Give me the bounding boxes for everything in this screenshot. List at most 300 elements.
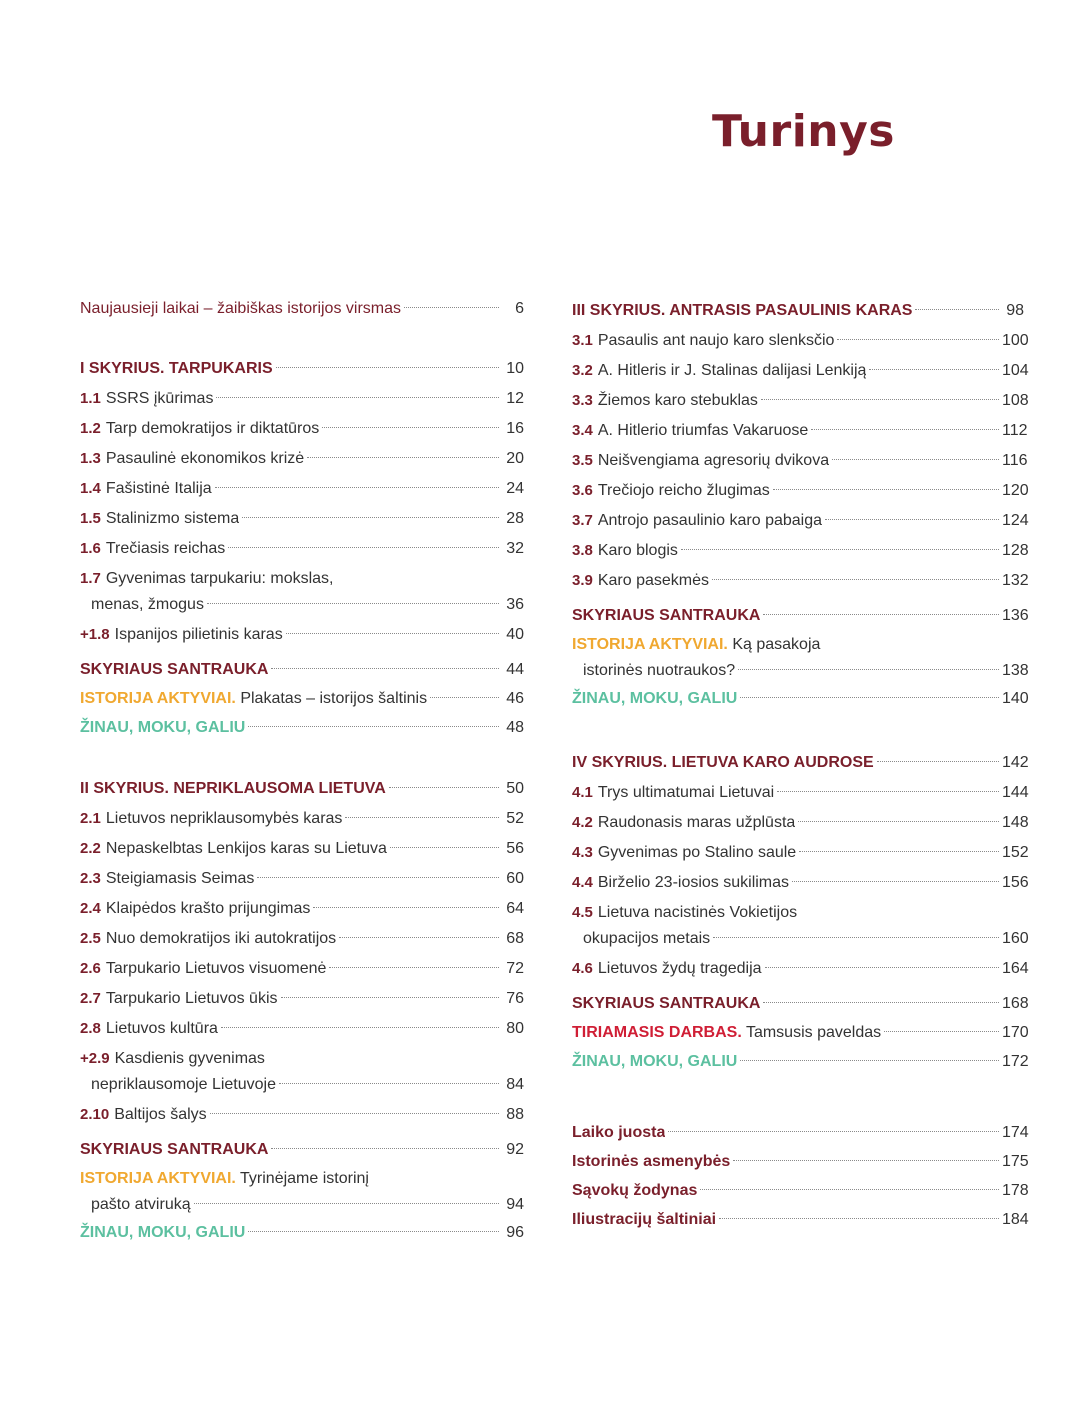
toc-item (572, 810, 1029, 836)
toc-item (80, 866, 524, 892)
toc-page-number: 112 (1002, 422, 1028, 439)
toc-page-number: 108 (1002, 392, 1029, 409)
toc-leader-dots (681, 549, 999, 550)
toc-entry-text: Lietuva nacistinės Vokietijos (597, 904, 798, 921)
toc-entry-text-wrap (80, 657, 268, 683)
toc-entry-line (572, 358, 1029, 384)
toc-entry-text: Gyvenimas po Stalino saule (597, 844, 797, 861)
toc-page-number: 175 (1002, 1153, 1029, 1170)
toc-entry-text-wrap (572, 298, 912, 324)
toc-entry-text: SSRS įkūrimas (105, 390, 214, 407)
toc-entry-line (572, 780, 1029, 806)
toc-entry-text: Trys ultimatumai Lietuvai (597, 784, 775, 801)
toc-item (572, 900, 1029, 952)
toc-entry-text-wrap (572, 1178, 697, 1204)
toc-leader-dots (248, 1231, 499, 1232)
toc-item (80, 956, 524, 982)
toc-entry-number: 1.3 (80, 450, 101, 467)
toc-entry-second-line (80, 592, 524, 618)
toc-page-number: 36 (506, 596, 524, 613)
toc-entry-text: Sąvokų žodynas (572, 1182, 698, 1199)
toc-item (80, 926, 524, 952)
toc-entry-text: ŽINAU, MOKU, GALIU (572, 1053, 738, 1070)
toc-entry-line (80, 536, 524, 562)
toc-page-number: 28 (506, 510, 524, 527)
toc-entry-number: 4.5 (572, 904, 593, 921)
toc-entry-number: 2.1 (80, 810, 101, 827)
toc-entry-number: 4.4 (572, 874, 593, 891)
toc-entry-text-wrap (572, 328, 834, 354)
toc-entry-label: ISTORIJA AKTYVIAI. (572, 636, 728, 653)
toc-entry-text-wrap (572, 603, 760, 629)
toc-item (80, 896, 524, 922)
research-work-section (572, 1020, 1029, 1046)
toc-entry-text-continued: pašto atviruką (91, 1196, 191, 1213)
toc-entry-line (572, 840, 1029, 866)
toc-entry-line (572, 1149, 1029, 1175)
appendix-entry (572, 1149, 1029, 1175)
toc-entry-text: Birželio 23-iosios sukilimas (597, 874, 790, 891)
toc-entry-text-continued: nepriklausomoje Lietuvoje (91, 1076, 276, 1093)
toc-item (572, 538, 1029, 564)
review-section (572, 1049, 1029, 1075)
toc-leader-dots (765, 967, 999, 968)
toc-entry-text-wrap (572, 448, 829, 474)
toc-entry-text: Stalinizmo sistema (105, 510, 240, 527)
toc-leader-dots (216, 397, 499, 398)
toc-item (80, 386, 524, 412)
chapter-heading (80, 356, 524, 382)
chapter-heading (572, 750, 1029, 776)
toc-entry-text-wrap (572, 780, 774, 806)
review-section (80, 1220, 524, 1246)
toc-entry-text: I SKYRIUS. TARPUKARIS (80, 360, 273, 377)
toc-entry-number: +1.8 (80, 626, 110, 643)
toc-entry-number: 1.5 (80, 510, 101, 527)
toc-entry-label: ISTORIJA AKTYVIAI. (80, 690, 236, 707)
toc-entry-number: 4.3 (572, 844, 593, 861)
toc-entry-text: SKYRIAUS SANTRAUKA (80, 1141, 269, 1158)
toc-entry-text: Lietuvos kultūra (105, 1020, 218, 1037)
toc-entry-text: A. Hitlerio triumfas Vakaruose (597, 422, 809, 439)
toc-entry-number: 3.7 (572, 512, 593, 529)
toc-leader-dots (761, 399, 999, 400)
toc-item (80, 1016, 524, 1042)
toc-page-number: 124 (1002, 512, 1029, 529)
toc-leader-dots (798, 821, 999, 822)
toc-page-number: 10 (506, 360, 524, 377)
toc-leader-dots (404, 307, 499, 308)
toc-page-number: 142 (1002, 754, 1029, 771)
review-section (572, 686, 1029, 712)
toc-page-number: 88 (506, 1106, 524, 1123)
toc-page-number: 120 (1002, 482, 1029, 499)
toc-entry-text: Tyrinėjame istorinį (240, 1170, 369, 1187)
toc-item (80, 1046, 524, 1098)
toc-entry-text-wrap (572, 991, 760, 1017)
toc-entry-line (80, 386, 524, 412)
toc-item (80, 506, 524, 532)
toc-entry-number: 2.3 (80, 870, 101, 887)
toc-entry-text-wrap (572, 1120, 665, 1146)
toc-entry-text-wrap (80, 386, 213, 412)
toc-entry-text: Trečiojo reicho žlugimas (597, 482, 770, 499)
toc-leader-dots (281, 997, 500, 998)
toc-entry-line (572, 870, 1029, 896)
toc-entry-text-wrap (80, 715, 245, 741)
toc-entry-number: 3.3 (572, 392, 593, 409)
toc-item (80, 416, 524, 442)
toc-entry-number: 4.2 (572, 814, 593, 831)
toc-entry-text-wrap (80, 1102, 207, 1128)
toc-entry-text-wrap (572, 418, 808, 444)
toc-leader-dots (777, 791, 999, 792)
toc-page-number: 132 (1002, 572, 1029, 589)
toc-entry-text: II SKYRIUS. NEPRIKLAUSOMA LIETUVA (80, 780, 386, 797)
appendix-entry (572, 1178, 1029, 1204)
toc-page-number: 164 (1002, 960, 1029, 977)
toc-entry-line (80, 956, 524, 982)
toc-entry-text-wrap (80, 956, 326, 982)
chapter-heading (80, 776, 524, 802)
toc-entry-text: Iliustracijų šaltiniai (572, 1211, 717, 1228)
toc-entry-text-wrap (572, 750, 874, 776)
toc-page-number: 92 (506, 1141, 524, 1158)
toc-entry-text-wrap (80, 1137, 268, 1163)
toc-entry-text: Nepaskelbtas Lenkijos karas su Lietuva (105, 840, 387, 857)
toc-page-number: 96 (506, 1224, 524, 1241)
toc-page-number: 56 (506, 840, 524, 857)
toc-entry-number: 2.2 (80, 840, 101, 857)
toc-entry-text-wrap (572, 508, 822, 534)
toc-page-number: 174 (1002, 1124, 1029, 1141)
toc-page-number: 72 (506, 960, 524, 977)
toc-entry-line (572, 603, 1029, 629)
toc-page-number: 184 (1002, 1211, 1029, 1228)
toc-entry-number: 3.1 (572, 332, 593, 349)
toc-leader-dots (286, 633, 499, 634)
toc-page-number: 52 (506, 810, 524, 827)
toc-entry-line (80, 416, 524, 442)
toc-entry-text: Ispanijos pilietinis karas (114, 626, 283, 643)
toc-entry-text-wrap (80, 806, 342, 832)
toc-entry-number: 1.2 (80, 420, 101, 437)
toc-leader-dots (345, 817, 499, 818)
toc-entry-text-wrap (572, 956, 762, 982)
toc-page-number: 168 (1002, 995, 1029, 1012)
toc-item (572, 870, 1029, 896)
toc-entry-line (572, 1120, 1029, 1146)
toc-entry-line (572, 750, 1029, 776)
toc-item (80, 446, 524, 472)
toc-page-number: 16 (506, 420, 524, 437)
toc-entry-number: 2.10 (80, 1106, 110, 1123)
toc-leader-dots (738, 669, 999, 670)
toc-item (80, 566, 524, 618)
toc-leader-dots (799, 851, 999, 852)
chapter-summary (80, 657, 524, 683)
toc-item (80, 836, 524, 862)
toc-leader-dots (712, 579, 999, 580)
toc-leader-dots (248, 726, 499, 727)
toc-entry-first-line (80, 566, 524, 592)
toc-entry-text: Tarpukario Lietuvos visuomenė (105, 960, 327, 977)
toc-entry-text-wrap (80, 1016, 218, 1042)
toc-entry-text: Pasaulis ant naujo karo slenksčio (597, 332, 835, 349)
toc-page-number: 46 (506, 690, 524, 707)
toc-entry-second-line (80, 1072, 524, 1098)
toc-entry-text: Nuo demokratijos iki autokratijos (105, 930, 337, 947)
toc-leader-dots (700, 1189, 999, 1190)
toc-entry-text-wrap (572, 686, 737, 712)
toc-entry-line (572, 478, 1029, 504)
toc-entry-line (572, 1020, 1029, 1046)
toc-entry-number: 4.1 (572, 784, 593, 801)
toc-page-number: 80 (506, 1020, 524, 1037)
toc-entry-text-wrap (572, 478, 770, 504)
toc-item (80, 476, 524, 502)
toc-entry-text: ŽINAU, MOKU, GALIU (80, 1224, 246, 1241)
toc-entry-line (572, 956, 1029, 982)
toc-item (572, 328, 1029, 354)
toc-item (572, 478, 1029, 504)
toc-entry-number: 3.8 (572, 542, 593, 559)
toc-page-number: 100 (1002, 332, 1029, 349)
toc-entry-number: +2.9 (80, 1050, 110, 1067)
toc-item (572, 568, 1029, 594)
toc-leader-dots (257, 877, 499, 878)
toc-entry-text-wrap (80, 622, 283, 648)
toc-entry-number: 1.1 (80, 390, 101, 407)
toc-entry-line (80, 686, 524, 712)
toc-page-number: 148 (1002, 814, 1029, 831)
toc-entry-number: 2.7 (80, 990, 101, 1007)
toc-entry-text-wrap (572, 1049, 737, 1075)
toc-item (80, 536, 524, 562)
toc-page-number: 152 (1002, 844, 1029, 861)
toc-entry-text-wrap (80, 506, 239, 532)
toc-page-number: 116 (1002, 452, 1028, 469)
toc-leader-dots (740, 697, 999, 698)
toc-leader-dots (668, 1131, 999, 1132)
toc-entry-line (572, 991, 1029, 1017)
toc-entry-text-wrap (572, 1149, 730, 1175)
toc-page-number: 64 (506, 900, 524, 917)
toc-entry-first-line (80, 1166, 524, 1192)
toc-item (572, 358, 1029, 384)
toc-entry-text-wrap (80, 866, 254, 892)
toc-entry-line (572, 568, 1029, 594)
toc-entry-text: Antrojo pasaulinio karo pabaiga (597, 512, 823, 529)
toc-entry-text-wrap (80, 476, 212, 502)
toc-leader-dots (869, 369, 999, 370)
toc-page-number: 156 (1002, 874, 1029, 891)
toc-entry-line (572, 388, 1029, 414)
toc-entry-label: ISTORIJA AKTYVIAI. (80, 1170, 236, 1187)
toc-leader-dots (763, 1002, 999, 1003)
toc-leader-dots (792, 881, 999, 882)
toc-entry-line (80, 1137, 524, 1163)
toc-leader-dots (221, 1027, 499, 1028)
toc-entry-text: Gyvenimas tarpukariu: mokslas, (105, 570, 334, 587)
toc-leader-dots (773, 489, 999, 490)
toc-item (572, 956, 1029, 982)
toc-item (572, 448, 1028, 474)
toc-entry-text-continued: menas, žmogus (91, 596, 204, 613)
toc-entry-second-line (572, 658, 1029, 684)
toc-entry-text: Žiemos karo stebuklas (597, 392, 758, 409)
toc-entry-line (80, 836, 524, 862)
toc-leader-dots (740, 1060, 999, 1061)
toc-item (80, 986, 524, 1012)
toc-entry-text-wrap (80, 446, 304, 472)
active-history-section (80, 1166, 524, 1218)
toc-entry-text-wrap (80, 926, 336, 952)
toc-entry-text: Klaipėdos krašto prijungimas (105, 900, 311, 917)
toc-leader-dots (339, 937, 499, 938)
toc-entry-text: Trečiasis reichas (105, 540, 226, 557)
toc-entry-number: 3.9 (572, 572, 593, 589)
toc-entry-text: SKYRIAUS SANTRAUKA (80, 661, 269, 678)
toc-entry-number: 3.6 (572, 482, 593, 499)
toc-leader-dots (390, 847, 499, 848)
toc-entry-line (80, 926, 524, 952)
toc-entry-text: Ką pasakoja (732, 636, 821, 653)
toc-entry-text-continued: istorinės nuotraukos? (583, 662, 736, 679)
toc-entry-text-wrap (80, 836, 387, 862)
toc-entry-text: Steigiamasis Seimas (105, 870, 255, 887)
toc-entry-label: TIRIAMASIS DARBAS. (572, 1024, 742, 1041)
toc-entry-line (80, 446, 524, 472)
toc-entry-line (80, 776, 524, 802)
toc-entry-text-wrap (80, 686, 427, 712)
toc-entry-line (572, 810, 1029, 836)
toc-entry-line (572, 298, 1024, 324)
toc-entry-line (572, 508, 1029, 534)
toc-entry-text: Naujausieji laikai – žaibiškas istorijos virsmas (80, 300, 401, 317)
toc-entry-text: IV SKYRIUS. LIETUVA KARO AUDROSE (572, 754, 874, 771)
toc-entry-second-line (572, 926, 1029, 952)
toc-page-number: 144 (1002, 784, 1029, 801)
toc-entry-line (572, 1207, 1029, 1233)
toc-entry-number: 2.4 (80, 900, 101, 917)
toc-item (572, 508, 1029, 534)
toc-entry-text: Pasaulinė ekonomikos krizė (105, 450, 305, 467)
toc-leader-dots (733, 1160, 999, 1161)
intro-entry (80, 296, 524, 322)
toc-leader-dots (210, 1113, 499, 1114)
toc-entry-number: 1.4 (80, 480, 101, 497)
toc-entry-line (572, 328, 1029, 354)
toc-entry-line (80, 476, 524, 502)
toc-item (80, 806, 524, 832)
toc-page-number: 138 (1002, 662, 1029, 679)
toc-entry-first-line (572, 900, 1024, 926)
toc-entry-text-wrap (80, 356, 273, 382)
toc-entry-line (80, 622, 524, 648)
toc-page-number: 136 (1002, 607, 1029, 624)
toc-entry-text: ŽINAU, MOKU, GALIU (572, 690, 738, 707)
toc-page-number: 48 (506, 719, 524, 736)
toc-entry-second-line (80, 1192, 524, 1218)
toc-leader-dots (194, 1203, 499, 1204)
toc-page-number: 20 (506, 450, 524, 467)
toc-entry-number: 3.5 (572, 452, 593, 469)
toc-page-number: 44 (506, 661, 524, 678)
chapter-summary (80, 1137, 524, 1163)
toc-entry-text-wrap (572, 1207, 716, 1233)
toc-page-number: 172 (1002, 1053, 1029, 1070)
toc-entry-text: Tamsusis paveldas (745, 1024, 882, 1041)
toc-leader-dots (279, 1083, 499, 1084)
toc-entry-text-wrap (80, 986, 278, 1012)
toc-entry-number: 1.6 (80, 540, 101, 557)
toc-entry-text: Plakatas – istorijos šaltinis (240, 690, 428, 707)
toc-entry-line (572, 448, 1028, 474)
page-title: Turinys (712, 106, 895, 157)
appendix-entry (572, 1120, 1029, 1146)
toc-entry-text: Neišvengiama agresorių dvikova (597, 452, 830, 469)
toc-entry-text-continued: okupacijos metais (583, 930, 711, 947)
toc-entry-text: Karo blogis (597, 542, 678, 559)
toc-item (572, 840, 1029, 866)
toc-page-number: 104 (1002, 362, 1029, 379)
toc-entry-text: Lietuvos nepriklausomybės karas (105, 810, 343, 827)
toc-leader-dots (884, 1031, 999, 1032)
chapter-summary (572, 603, 1029, 629)
toc-item (572, 388, 1029, 414)
toc-page-number: 128 (1002, 542, 1029, 559)
toc-entry-text: Baltijos šalys (114, 1106, 207, 1123)
toc-entry-text: Tarp demokratijos ir diktatūros (105, 420, 320, 437)
toc-leader-dots (329, 967, 499, 968)
toc-item (572, 780, 1029, 806)
toc-entry-text-wrap (80, 896, 310, 922)
toc-entry-line (80, 1220, 524, 1246)
toc-leader-dots (763, 614, 999, 615)
toc-item (80, 1102, 524, 1128)
toc-entry-line (80, 1102, 524, 1128)
toc-entry-line (572, 418, 1028, 444)
toc-leader-dots (271, 668, 499, 669)
appendix-entry (572, 1207, 1029, 1233)
toc-entry-text: Karo pasekmės (597, 572, 710, 589)
toc-item (572, 418, 1028, 444)
toc-entry-line (80, 806, 524, 832)
toc-entry-line (80, 356, 524, 382)
toc-leader-dots (271, 1148, 499, 1149)
toc-page-number: 170 (1002, 1024, 1029, 1041)
toc-entry-text: SKYRIAUS SANTRAUKA (572, 607, 761, 624)
toc-entry-text: SKYRIAUS SANTRAUKA (572, 995, 761, 1012)
toc-page-number: 160 (1002, 930, 1029, 947)
toc-leader-dots (825, 519, 999, 520)
toc-leader-dots (713, 937, 999, 938)
toc-page-number: 178 (1002, 1182, 1029, 1199)
toc-page-number: 6 (515, 300, 524, 317)
toc-entry-text-wrap (572, 810, 795, 836)
toc-leader-dots (276, 367, 499, 368)
toc-entry-text-wrap (80, 1220, 245, 1246)
toc-entry-text: Istorinės asmenybės (572, 1153, 731, 1170)
toc-page-number: 140 (1002, 690, 1029, 707)
toc-leader-dots (228, 547, 499, 548)
toc-entry-first-line (80, 1046, 524, 1072)
toc-entry-text-wrap (572, 568, 709, 594)
toc-entry-text: Raudonasis maras užplūsta (597, 814, 796, 831)
toc-entry-line (572, 1049, 1029, 1075)
toc-entry-line (80, 986, 524, 1012)
